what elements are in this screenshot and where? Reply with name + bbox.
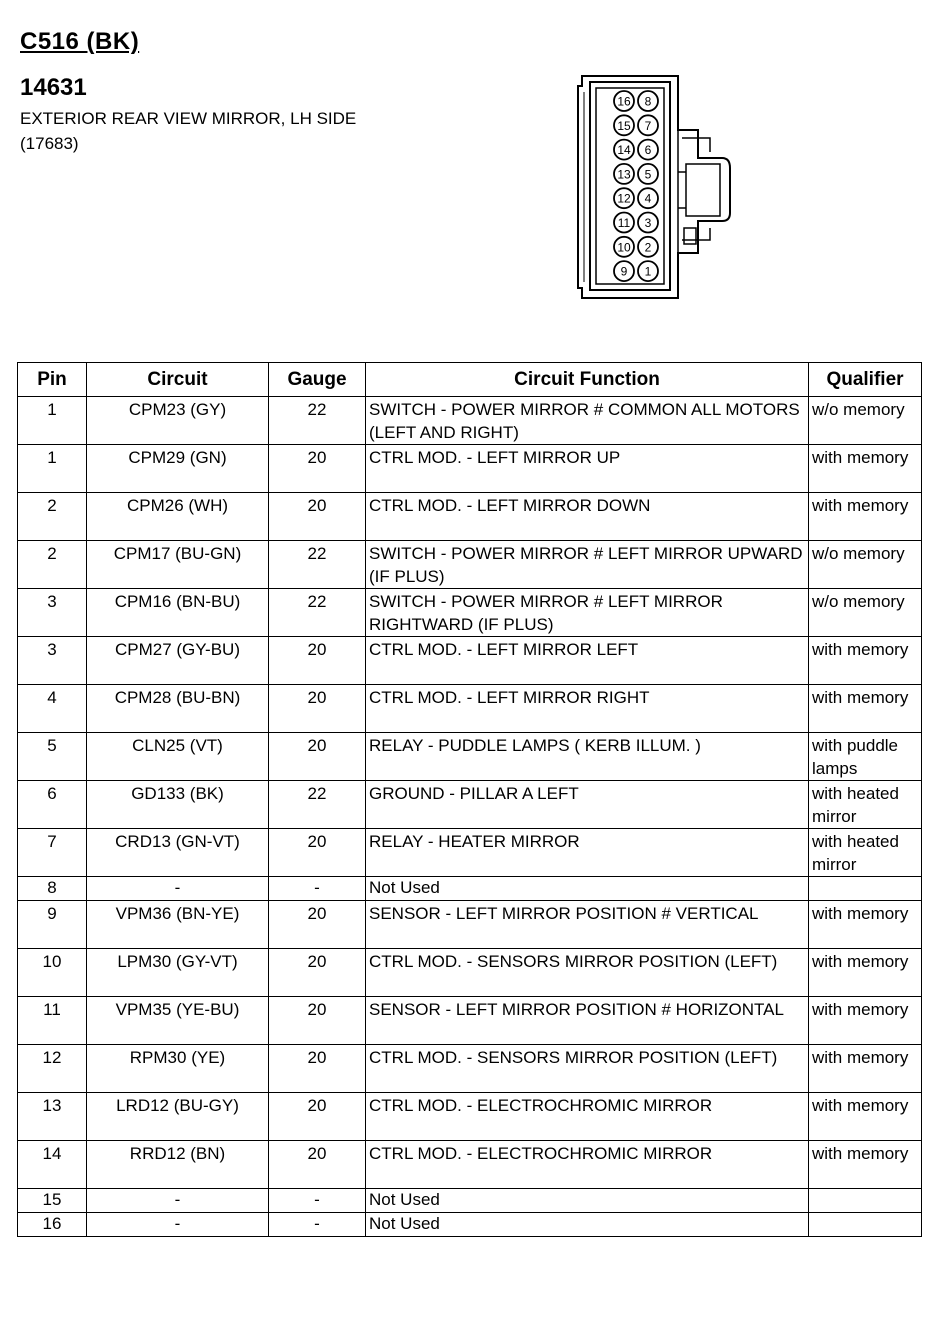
connector-pin-number: 7 xyxy=(644,118,652,133)
pin-cell: 3 xyxy=(18,589,87,637)
gauge-cell: 22 xyxy=(269,781,366,829)
table-row xyxy=(18,637,922,685)
gauge-cell: 22 xyxy=(269,589,366,637)
qualifier-cell: with memory xyxy=(809,685,922,733)
connector-pin-number: 11 xyxy=(617,216,631,230)
pin-cell: 15 xyxy=(18,1189,87,1213)
gauge-cell: 22 xyxy=(269,541,366,589)
qualifier-cell: w/o memory xyxy=(809,589,922,637)
pin-cell: 13 xyxy=(18,1093,87,1141)
connector-description: EXTERIOR REAR VIEW MIRROR, LH SIDE (17683) xyxy=(20,109,357,153)
column-header-gauge: Gauge xyxy=(269,363,366,397)
circuit-cell: CPM29 (GN) xyxy=(87,445,269,493)
pinout-table xyxy=(17,362,922,1237)
gauge-cell: 20 xyxy=(269,445,366,493)
pin-cell: 9 xyxy=(18,901,87,949)
gauge-cell: - xyxy=(269,1189,366,1213)
gauge-cell: 22 xyxy=(269,397,366,445)
qualifier-cell: with puddle lamps xyxy=(809,733,922,781)
circuit-function-cell: SENSOR - LEFT MIRROR POSITION # VERTICAL xyxy=(366,901,809,949)
pin-cell: 2 xyxy=(18,493,87,541)
gauge-cell: 20 xyxy=(269,949,366,997)
circuit-cell: VPM35 (YE-BU) xyxy=(87,997,269,1045)
gauge-cell: 20 xyxy=(269,685,366,733)
circuit-function-cell: CTRL MOD. - LEFT MIRROR LEFT xyxy=(366,637,809,685)
circuit-cell: CRD13 (GN-VT) xyxy=(87,829,269,877)
qualifier-cell: with memory xyxy=(809,1141,922,1189)
circuit-function-cell: CTRL MOD. - LEFT MIRROR RIGHT xyxy=(366,685,809,733)
table-row xyxy=(18,445,922,493)
column-header-circuit: Circuit xyxy=(87,363,269,397)
gauge-cell: - xyxy=(269,877,366,901)
gauge-cell: 20 xyxy=(269,637,366,685)
circuit-function-cell: Not Used xyxy=(366,1189,809,1213)
circuit-function-cell: SWITCH - POWER MIRROR # LEFT MIRROR RIGHTWARD (IF PLUS) xyxy=(366,589,809,637)
circuit-cell: CLN25 (VT) xyxy=(87,733,269,781)
circuit-function-cell: CTRL MOD. - SENSORS MIRROR POSITION (LEFT) xyxy=(366,1045,809,1093)
circuit-function-cell: CTRL MOD. - ELECTROCHROMIC MIRROR xyxy=(366,1141,809,1189)
table-row xyxy=(18,541,922,589)
connector-pin-number: 10 xyxy=(617,240,631,255)
circuit-function-cell: CTRL MOD. - ELECTROCHROMIC MIRROR xyxy=(366,1093,809,1141)
connector-pin-number: 9 xyxy=(620,264,628,279)
pin-cell: 12 xyxy=(18,1045,87,1093)
connector-pin-number: 14 xyxy=(617,143,631,158)
connector-pin-number: 2 xyxy=(644,240,652,255)
circuit-cell: VPM36 (BN-YE) xyxy=(87,901,269,949)
qualifier-cell: with memory xyxy=(809,493,922,541)
circuit-cell: CPM16 (BN-BU) xyxy=(87,589,269,637)
part-code: 14631 xyxy=(20,74,87,101)
table-row xyxy=(18,1141,922,1189)
table-row xyxy=(18,589,922,637)
pin-cell: 4 xyxy=(18,685,87,733)
qualifier-cell: with memory xyxy=(809,997,922,1045)
circuit-function-cell: RELAY - PUDDLE LAMPS ( KERB ILLUM. ) xyxy=(366,733,809,781)
circuit-cell: LPM30 (GY-VT) xyxy=(87,949,269,997)
connector-pin-number: 13 xyxy=(617,167,631,182)
circuit-cell: CPM27 (GY-BU) xyxy=(87,637,269,685)
connector-pin-number: 5 xyxy=(644,167,652,182)
gauge-cell: 20 xyxy=(269,1093,366,1141)
table-row xyxy=(18,781,922,829)
circuit-function-cell: CTRL MOD. - LEFT MIRROR DOWN xyxy=(366,493,809,541)
column-header-pin: Pin xyxy=(18,363,87,397)
circuit-function-cell: Not Used xyxy=(366,1213,809,1237)
table-header-row xyxy=(18,363,922,397)
pin-cell: 2 xyxy=(18,541,87,589)
qualifier-cell: with memory xyxy=(809,445,922,493)
circuit-cell: - xyxy=(87,877,269,901)
circuit-cell: - xyxy=(87,1213,269,1237)
circuit-cell: CPM28 (BU-BN) xyxy=(87,685,269,733)
circuit-function-cell: CTRL MOD. - SENSORS MIRROR POSITION (LEFT) xyxy=(366,949,809,997)
connector-pin-number: 6 xyxy=(644,143,652,158)
gauge-cell: - xyxy=(269,1213,366,1237)
column-header-circuit-function: Circuit Function xyxy=(366,363,809,397)
table-row xyxy=(18,997,922,1045)
circuit-function-cell: CTRL MOD. - LEFT MIRROR UP xyxy=(366,445,809,493)
circuit-function-cell: Not Used xyxy=(366,877,809,901)
pin-cell: 14 xyxy=(18,1141,87,1189)
gauge-cell: 20 xyxy=(269,997,366,1045)
circuit-cell: - xyxy=(87,1189,269,1213)
pin-cell: 3 xyxy=(18,637,87,685)
qualifier-cell: w/o memory xyxy=(809,541,922,589)
column-header-qualifier: Qualifier xyxy=(809,363,922,397)
qualifier-cell: with heated mirror xyxy=(809,781,922,829)
gauge-cell: 20 xyxy=(269,901,366,949)
connector-pin-number: 16 xyxy=(617,94,631,109)
circuit-cell: CPM23 (GY) xyxy=(87,397,269,445)
circuit-function-cell: SWITCH - POWER MIRROR # LEFT MIRROR UPWARD (IF PLUS) xyxy=(366,541,809,589)
circuit-function-cell: SWITCH - POWER MIRROR # COMMON ALL MOTORS (LEFT AND RIGHT) xyxy=(366,397,809,445)
circuit-function-cell: SENSOR - LEFT MIRROR POSITION # HORIZONTAL xyxy=(366,997,809,1045)
pin-cell: 1 xyxy=(18,445,87,493)
connector-pin-number: 3 xyxy=(644,216,652,230)
table-row xyxy=(18,877,922,901)
pin-cell: 7 xyxy=(18,829,87,877)
circuit-cell: CPM26 (WH) xyxy=(87,493,269,541)
qualifier-cell xyxy=(809,877,922,901)
pin-cell: 6 xyxy=(18,781,87,829)
qualifier-cell: with memory xyxy=(809,637,922,685)
pin-cell: 8 xyxy=(18,877,87,901)
circuit-function-cell: RELAY - HEATER MIRROR xyxy=(366,829,809,877)
qualifier-cell: with memory xyxy=(809,949,922,997)
pin-cell: 16 xyxy=(18,1213,87,1237)
table-row xyxy=(18,949,922,997)
pin-cell: 11 xyxy=(18,997,87,1045)
table-row xyxy=(18,829,922,877)
qualifier-cell: with memory xyxy=(809,1045,922,1093)
table-row xyxy=(18,1093,922,1141)
circuit-function-cell: GROUND - PILLAR A LEFT xyxy=(366,781,809,829)
circuit-cell: GD133 (BK) xyxy=(87,781,269,829)
connector-face-diagram xyxy=(570,68,770,308)
connector-title: C516 (BK) xyxy=(20,28,140,55)
connector-pin-number: 12 xyxy=(617,191,631,206)
table-row xyxy=(18,493,922,541)
table-row xyxy=(18,901,922,949)
table-row xyxy=(18,685,922,733)
pin-cell: 1 xyxy=(18,397,87,445)
connector-pin-number: 4 xyxy=(644,191,652,206)
qualifier-cell xyxy=(809,1213,922,1237)
table-row xyxy=(18,1189,922,1213)
connector-pin-number: 8 xyxy=(644,94,652,109)
pin-cell: 10 xyxy=(18,949,87,997)
circuit-cell: RRD12 (BN) xyxy=(87,1141,269,1189)
table-row xyxy=(18,1045,922,1093)
table-row xyxy=(18,1213,922,1237)
qualifier-cell: with memory xyxy=(809,1093,922,1141)
circuit-cell: LRD12 (BU-GY) xyxy=(87,1093,269,1141)
gauge-cell: 20 xyxy=(269,733,366,781)
table-row xyxy=(18,397,922,445)
pin-cell: 5 xyxy=(18,733,87,781)
connector-pin-number: 15 xyxy=(617,118,631,133)
qualifier-cell: w/o memory xyxy=(809,397,922,445)
circuit-cell: RPM30 (YE) xyxy=(87,1045,269,1093)
circuit-cell: CPM17 (BU-GN) xyxy=(87,541,269,589)
connector-pin-number: 1 xyxy=(644,264,652,279)
table-row xyxy=(18,733,922,781)
gauge-cell: 20 xyxy=(269,493,366,541)
gauge-cell: 20 xyxy=(269,1045,366,1093)
gauge-cell: 20 xyxy=(269,829,366,877)
gauge-cell: 20 xyxy=(269,1141,366,1189)
qualifier-cell: with heated mirror xyxy=(809,829,922,877)
qualifier-cell xyxy=(809,1189,922,1213)
qualifier-cell: with memory xyxy=(809,901,922,949)
